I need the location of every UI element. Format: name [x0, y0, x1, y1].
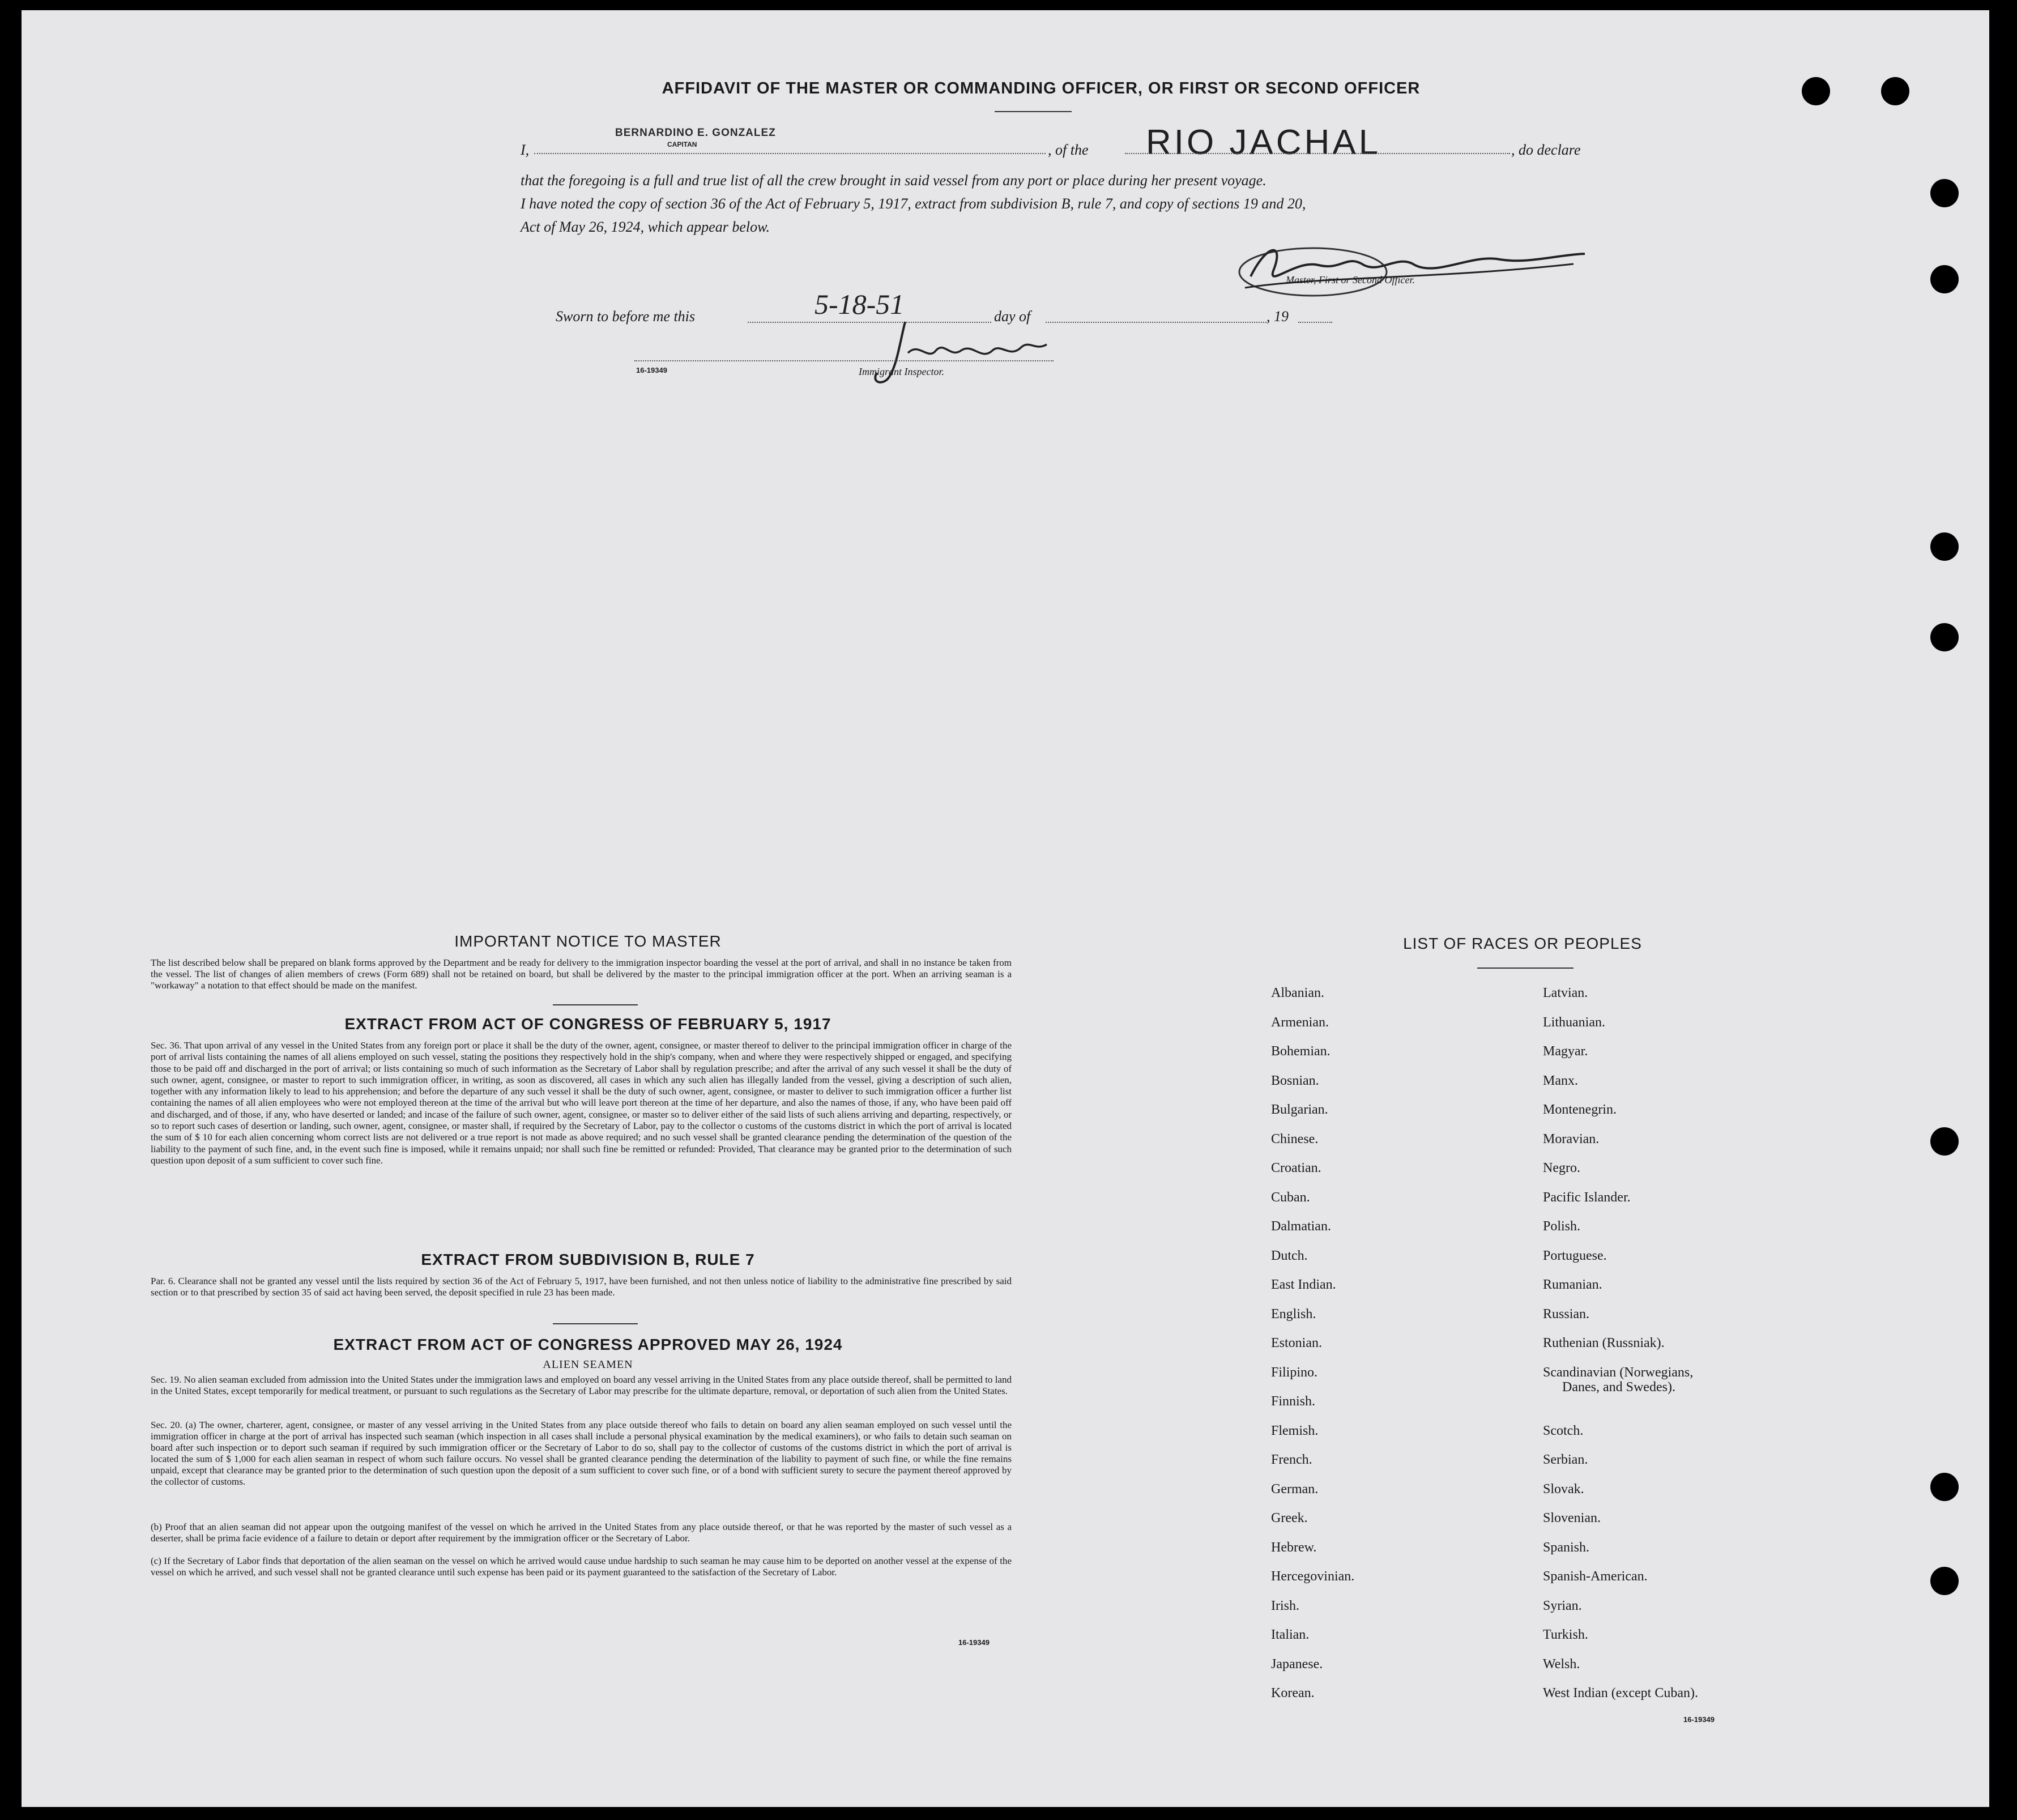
- affidavit-title: AFFIDAVIT OF THE MASTER OR COMMANDING OFFICER, OR FIRST OR SECOND OFFICER: [662, 79, 1421, 97]
- form-number: 16-19349: [1683, 1715, 1715, 1724]
- race-item: Serbian.: [1543, 1452, 1588, 1467]
- punch-hole: [1881, 77, 1909, 105]
- affidavit-line-4: Act of May 26, 1924, which appear below.: [521, 219, 770, 235]
- race-item: Spanish-American.: [1543, 1569, 1648, 1584]
- race-item: German.: [1271, 1481, 1319, 1497]
- race-item: Rumanian.: [1543, 1277, 1602, 1292]
- i-label: I,: [521, 142, 530, 158]
- day-of-label: day of: [994, 308, 1031, 325]
- race-item: French.: [1271, 1452, 1312, 1467]
- race-item: Turkish.: [1543, 1627, 1588, 1642]
- name-line: [534, 153, 1046, 154]
- name-stamp: BERNARDINO E. GONZALEZ: [615, 127, 776, 139]
- race-item: Dalmatian.: [1271, 1219, 1331, 1234]
- rule7-body: Par. 6. Clearance shall not be granted any vessel until the lists required by section 36 of the Act of February 5, 1917, have been furnished, and not then unless notice of liability to the administrative fine prescribed by said section or to that prescribed by section 35 of said act having been served, the deposit specified in rule 23 has been made.: [151, 1276, 1012, 1298]
- sec-20a-body: Sec. 20. (a) The owner, charterer, agent, consignee, or master of any vessel arriving in the United States from any place outside thereof who fails to detain on board any alien seaman employed on such vessel until the immigration officer in charge at the port of arrival has inspected such seaman (which inspection in all cases shall include a personal physical examination by the medical examiners), or who fails to detain such seaman on board after such inspection or to deport such seaman if required by such immigration officer or the Secretary of Labor to do so, shall pay to the collector of customs of the customs district in which the port of arrival is located the sum of $ 1,000 for each alien seaman in respect of whom such failure occurs. No vessel shall be granted clearance pending the determination of the liability to payment of such fine, or while the fine remains unpaid, except that clearance may be granted prior to the determination of such question upon the deposit of a sum sufficient to cover such fine, or of a bond with sufficient surety to secure the payment thereof approved by the collector of customs.: [151, 1420, 1012, 1487]
- race-item: East Indian.: [1271, 1277, 1336, 1292]
- race-item: Bohemian.: [1271, 1044, 1331, 1059]
- divider: [553, 1004, 638, 1005]
- race-item: Cuban.: [1271, 1190, 1310, 1205]
- race-item: Russian.: [1543, 1306, 1590, 1322]
- title-underline: [995, 111, 1072, 112]
- race-item: Spanish.: [1543, 1540, 1590, 1555]
- extract-1924-subtitle: ALIEN SEAMEN: [543, 1358, 633, 1371]
- race-item: Danes, and Swedes).: [1562, 1379, 1675, 1395]
- race-item: Lithuanian.: [1543, 1015, 1605, 1030]
- divider: [1477, 967, 1573, 969]
- race-item: Manx.: [1543, 1073, 1578, 1088]
- race-item: Pacific Islander.: [1543, 1190, 1631, 1205]
- race-item: Moravian.: [1543, 1131, 1600, 1146]
- race-item: Finnish.: [1271, 1394, 1316, 1409]
- punch-hole: [1930, 265, 1959, 293]
- race-item: Irish.: [1271, 1598, 1299, 1613]
- document-page: [22, 10, 1989, 1807]
- signature-caption: Master, First or Second Officer.: [1286, 274, 1415, 285]
- sec-20b-body: (b) Proof that an alien seaman did not appear upon the outgoing manifest of the vessel on which he arrived in the United States from any place outside thereof, or that he was reported by the master of such vessel as a deserter, shall be prima facie evidence of a failure to detain or deport after requirement by the immigration officer or the Secretary of Labor.: [151, 1521, 1012, 1544]
- race-item: Hercegovinian.: [1271, 1569, 1355, 1584]
- extract-1917-title: EXTRACT FROM ACT OF CONGRESS OF FEBRUARY 5, 1917: [344, 1015, 831, 1033]
- race-item: Japanese.: [1271, 1656, 1323, 1672]
- race-item: Flemish.: [1271, 1423, 1319, 1438]
- year-line: [1298, 322, 1332, 323]
- punch-hole: [1802, 77, 1830, 105]
- race-item: Chinese.: [1271, 1131, 1319, 1146]
- sworn-label: Sworn to before me this: [556, 308, 696, 325]
- inspector-signature: [865, 310, 1058, 390]
- extract-1924-title: EXTRACT FROM ACT OF CONGRESS APPROVED MAY 26, 1924: [333, 1336, 843, 1353]
- notice-body: The list described below shall be prepared on blank forms approved by the Department and be ready for delivery to the immigration inspector boarding the vessel at the port of arrival, and shall in no instance be taken from the vessel. The list of changes of alien members of crews (Form 689) shall not be retained on board, but shall be delivered by the master to the principal immigration officer at the port. When an arriving seaman is a "workaway" a notation to that effect should be made on the manifest.: [151, 957, 1012, 991]
- form-number: 16-19349: [958, 1638, 990, 1647]
- sec-19-body: Sec. 19. No alien seaman excluded from admission into the United States under the immigration laws and employed on board any vessel arriving in the United States from any place outside thereof, shall be permitted to land in the United States, except temporarily for medical treatment, or pursuant to such regulations as the Secretary of Labor may prescribe for the ultimate departure, removal, or deportation of such alien from the United States.: [151, 1374, 1012, 1396]
- race-item: Portuguese.: [1543, 1248, 1607, 1263]
- vessel-name-stamp: RIO JACHAL: [1146, 123, 1381, 162]
- inspector-line: [634, 360, 1054, 361]
- race-item: Welsh.: [1543, 1656, 1580, 1672]
- race-item: Italian.: [1271, 1627, 1310, 1642]
- race-item: Syrian.: [1543, 1598, 1582, 1613]
- punch-hole: [1930, 179, 1959, 207]
- of-the-label: , of the: [1048, 142, 1089, 158]
- race-item: Slovak.: [1543, 1481, 1584, 1497]
- name-stamp-subtitle: CAPITAN: [667, 140, 697, 148]
- affidavit-line-3: I have noted the copy of section 36 of the Act of February 5, 1917, extract from subdivision B, rule 7, and copy of sections 19 and 20,: [521, 195, 1306, 212]
- divider: [553, 1323, 638, 1324]
- month-line: [1046, 322, 1267, 323]
- race-item: Armenian.: [1271, 1015, 1329, 1030]
- master-signature: [1234, 220, 1596, 310]
- affidavit-line-2: that the foregoing is a full and true list of all the crew brought in said vessel from any port or place during her present voyage.: [521, 172, 1267, 189]
- do-declare-label: , do declare: [1511, 142, 1581, 158]
- sworn-date: 5-18-51: [815, 288, 905, 320]
- race-item: Bosnian.: [1271, 1073, 1319, 1088]
- notice-title: IMPORTANT NOTICE TO MASTER: [454, 932, 722, 950]
- race-item: Estonian.: [1271, 1336, 1322, 1350]
- race-item: Slovenian.: [1543, 1511, 1601, 1525]
- race-item: Negro.: [1543, 1161, 1580, 1175]
- sec-20c-body: (c) If the Secretary of Labor finds that deportation of the alien seaman on the vessel on which he arrived would cause undue hardship to such seaman he may cause him to be deported on another vessel at the expense of the vessel on which he arrived, and such vessel shall not be granted clearance until such expense has been paid or its payment guaranteed to the satisfaction of the Secretary of Labor.: [151, 1555, 1012, 1578]
- race-item: Montenegrin.: [1543, 1102, 1617, 1117]
- punch-hole: [1930, 623, 1959, 651]
- punch-hole: [1930, 1473, 1959, 1501]
- punch-hole: [1930, 532, 1959, 561]
- race-item: Korean.: [1271, 1686, 1315, 1700]
- races-title: LIST OF RACES OR PEOPLES: [1403, 935, 1642, 952]
- race-item: Filipino.: [1271, 1365, 1318, 1380]
- race-item: Latvian.: [1543, 986, 1588, 1000]
- year-label: , 19: [1267, 308, 1289, 325]
- extract-1917-body: Sec. 36. That upon arrival of any vessel in the United States from any foreign port or place it shall be the duty of the owner, agent, consignee, or master thereof to deliver to the principal immigration officer in charge of the port of arrival lists containing the names of all aliens employed on such vessel, stating the positions they respectively hold in the ship's company, when and where they were respectively shipped or engaged, and specifying those to be paid off and discharged in the port of arrival; or lists containing so much of such information as the Secretary of Labor shall by regulation prescribe; and after the arrival of any such vessel it shall be the duty of such owner, agent, consignee, or master to report to such immigration officer, in writing, as soon as discovered, all cases in which any such alien has illegally landed from the vessel, giving a description of such alien, together with any information likely to lead to his apprehension; and before the departure of any such vessel it shall be the duty of such owner, agent, consignee, or master to deliver to such immigration officer a further list containing the names of all alien employees who were not employed thereon at the time of the arrival but who will leave port thereon at the time of her departure, and also the names of those, if any, who have been paid off and discharged, and of those, if any, who have deserted or landed; and incase of the failure of such owner, agent, consignee, or master so to deliver either of the said lists of such aliens arriving and departing, respectively, or so to report such cases of desertion or landing, such owner, agent, consignee, or master shall, if required by the Secretary of Labor, pay to the collector o customs of the customs district in which the port of arrival is located the sum of $ 10 for each alien concerning whom correct lists are not delivered or a true report is not made as above required; and no such vessel shall be granted clearance pending the determination of the question of the liability to the payment of such fine, and, in the event such fine is imposed, while it remains unpaid; nor shall such fine be remitted or refunded: Provided, That clearance may be granted prior to the determination of such question upon deposit of a sum sufficient to cover such fine.: [151, 1040, 1012, 1166]
- race-item: Dutch.: [1271, 1248, 1308, 1263]
- form-number: 16-19349: [636, 366, 667, 374]
- race-item: Scandinavian (Norwegians,: [1543, 1365, 1694, 1380]
- race-item: Ruthenian (Russniak).: [1543, 1336, 1665, 1350]
- punch-hole: [1930, 1567, 1959, 1595]
- race-item: Bulgarian.: [1271, 1102, 1328, 1117]
- race-item: Magyar.: [1543, 1044, 1588, 1059]
- race-item: English.: [1271, 1306, 1316, 1322]
- race-item: West Indian (except Cuban).: [1543, 1686, 1698, 1700]
- rule7-title: EXTRACT FROM SUBDIVISION B, RULE 7: [421, 1251, 755, 1268]
- race-item: Scotch.: [1543, 1423, 1584, 1438]
- race-item: Croatian.: [1271, 1161, 1321, 1175]
- race-item: Albanian.: [1271, 986, 1324, 1000]
- race-item: Polish.: [1543, 1219, 1581, 1234]
- inspector-caption: Immigrant Inspector.: [859, 366, 944, 377]
- race-item: Hebrew.: [1271, 1540, 1317, 1555]
- race-item: Greek.: [1271, 1511, 1308, 1525]
- vessel-line: [1125, 153, 1510, 154]
- punch-hole: [1930, 1127, 1959, 1156]
